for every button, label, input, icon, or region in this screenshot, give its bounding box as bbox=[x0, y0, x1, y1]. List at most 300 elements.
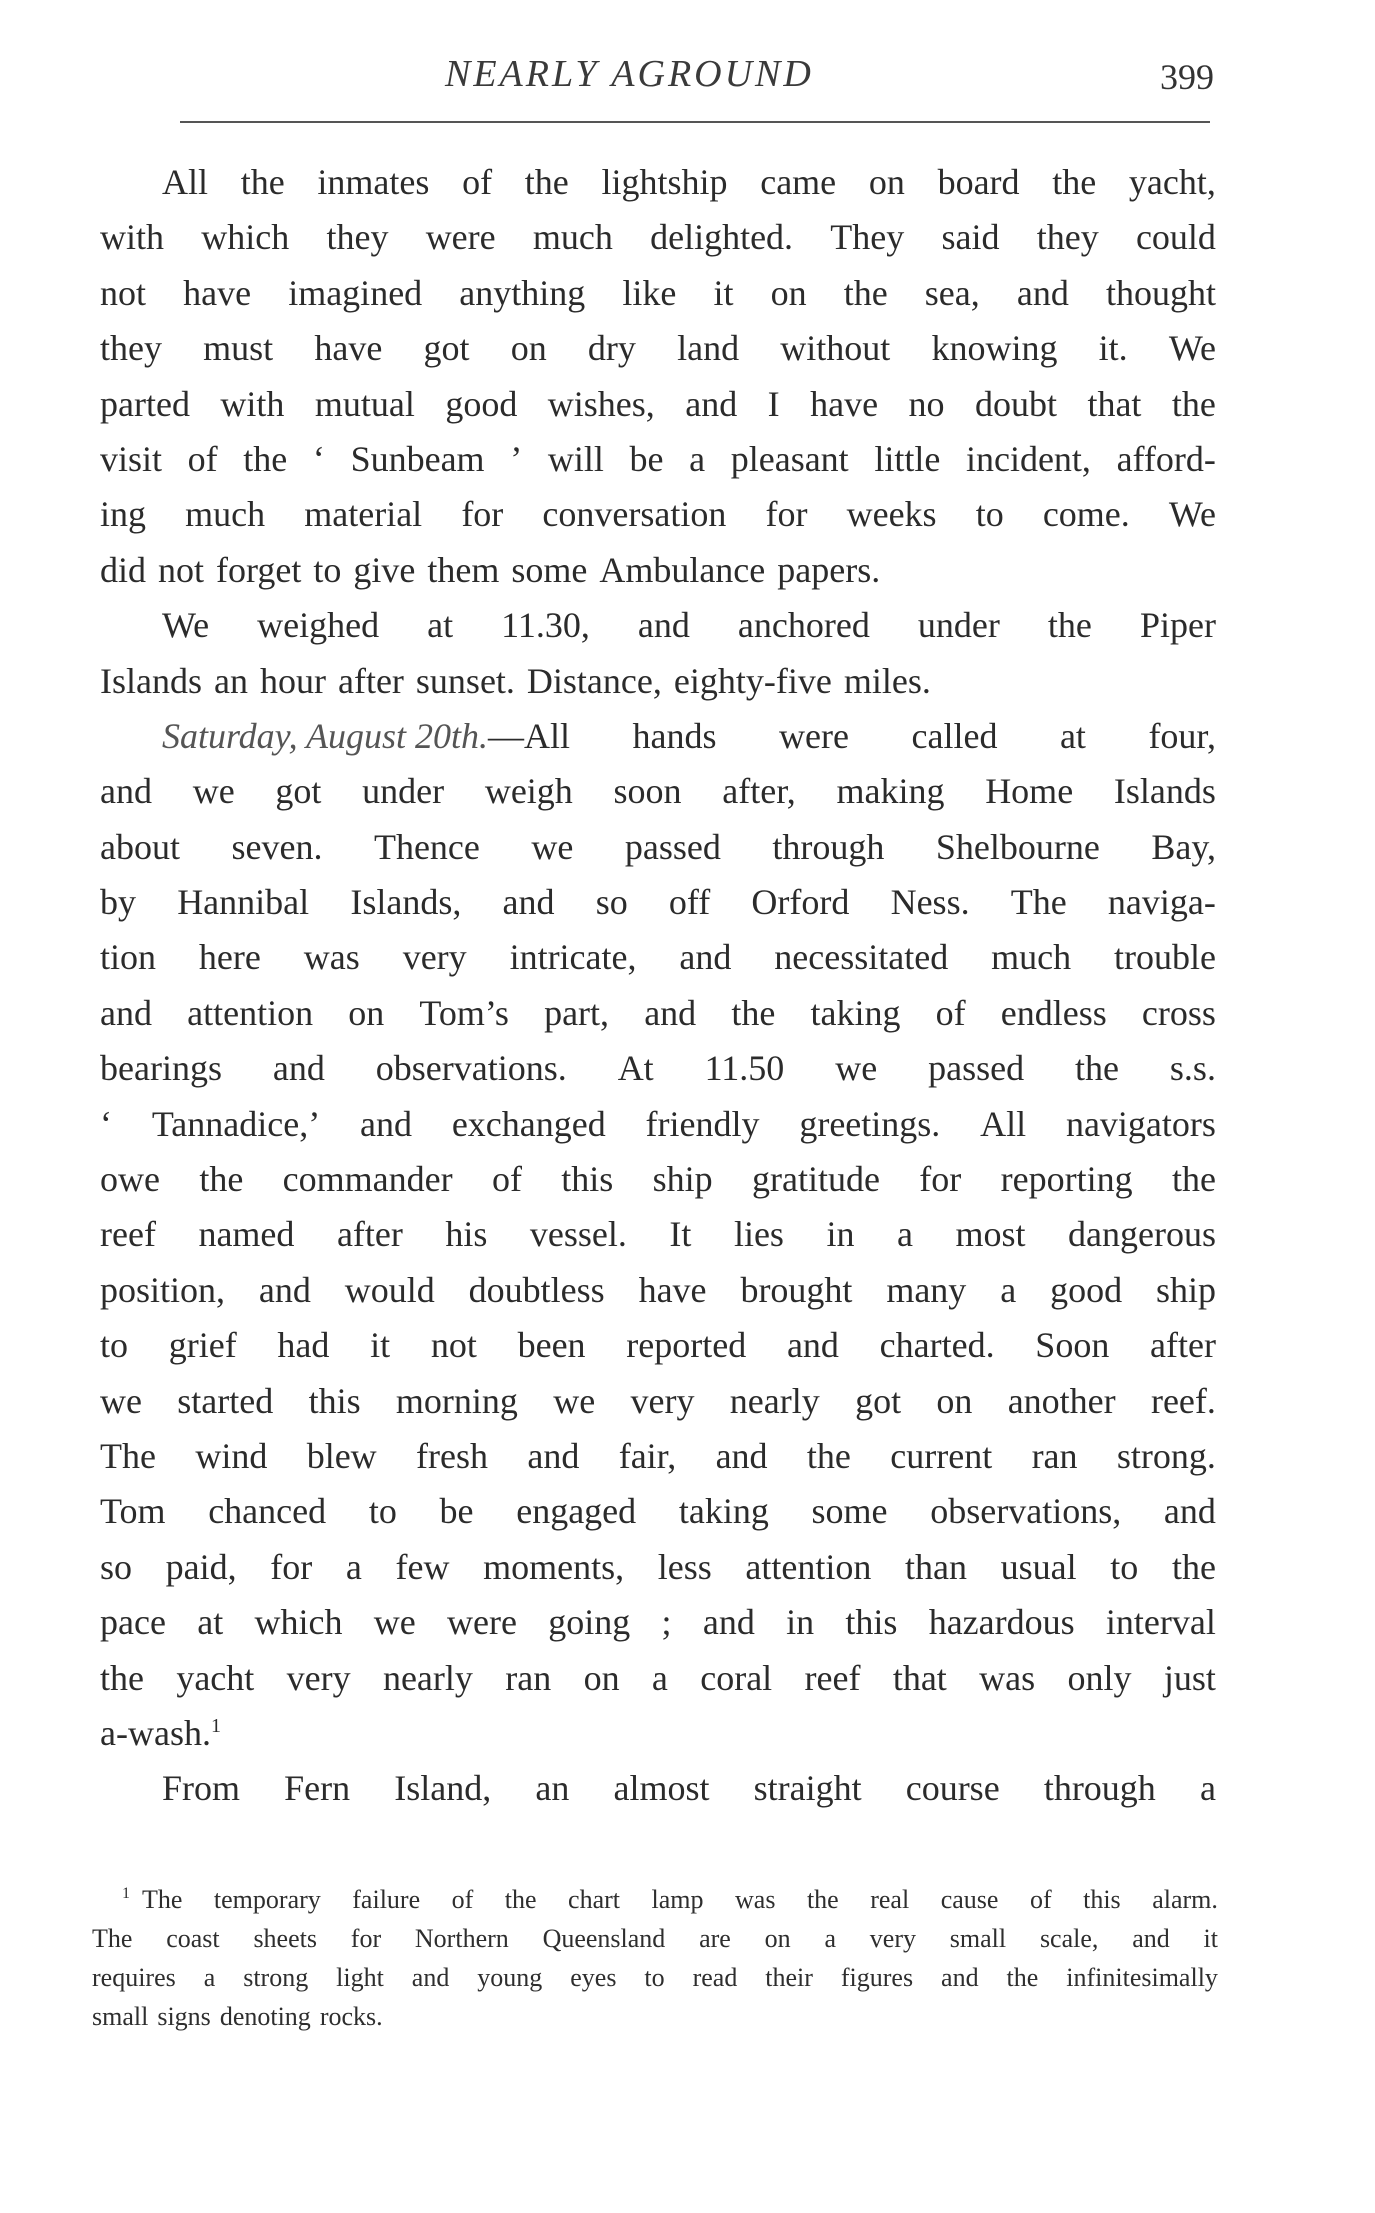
word: have bbox=[314, 328, 383, 369]
word: that bbox=[1087, 383, 1142, 424]
word: parted bbox=[100, 383, 190, 424]
word: we bbox=[192, 771, 235, 812]
word: ‘ bbox=[100, 1103, 112, 1144]
footnote-marker: 1 bbox=[122, 1885, 130, 1903]
text-line bbox=[100, 764, 1216, 819]
text-line bbox=[100, 1429, 1216, 1484]
word: ship bbox=[1155, 1269, 1216, 1310]
text-line bbox=[100, 1484, 1216, 1539]
word: exchanged bbox=[451, 1103, 606, 1144]
word: making bbox=[836, 771, 945, 812]
word: We bbox=[1168, 328, 1216, 369]
word: their bbox=[765, 1963, 813, 1992]
word: through bbox=[772, 826, 885, 867]
word: an bbox=[214, 660, 248, 701]
word: trouble bbox=[1114, 937, 1216, 978]
word: reef bbox=[804, 1657, 861, 1698]
word: in bbox=[826, 1214, 855, 1255]
word: been bbox=[517, 1325, 586, 1366]
word: The bbox=[1010, 882, 1067, 923]
word: weigh bbox=[484, 771, 573, 812]
word: interval bbox=[1105, 1602, 1216, 1643]
word: The bbox=[92, 1924, 133, 1953]
word: doubtless bbox=[468, 1269, 605, 1310]
word: four, bbox=[1148, 715, 1216, 756]
header-rule bbox=[180, 121, 1210, 123]
word: and bbox=[702, 1602, 755, 1643]
word: imagined bbox=[288, 272, 423, 313]
word: after bbox=[337, 660, 404, 701]
word: reporting bbox=[1000, 1159, 1133, 1200]
word: blew bbox=[306, 1435, 377, 1476]
word: came bbox=[760, 162, 837, 202]
word: sea, bbox=[924, 272, 980, 313]
text-line bbox=[100, 1374, 1216, 1429]
word: come. bbox=[1042, 494, 1130, 535]
word: almost bbox=[613, 1768, 710, 1809]
word: small bbox=[949, 1924, 1007, 1953]
word: doubt bbox=[974, 383, 1057, 424]
word: for bbox=[270, 1546, 313, 1587]
word: we bbox=[553, 1380, 596, 1421]
word: started bbox=[177, 1380, 274, 1421]
word: board bbox=[937, 162, 1020, 202]
word: tion bbox=[100, 937, 157, 978]
word: infinitesimally bbox=[1066, 1963, 1218, 1992]
word: did bbox=[100, 549, 147, 590]
word: at bbox=[427, 605, 454, 646]
word: endless bbox=[1000, 992, 1107, 1033]
word: knowing bbox=[931, 328, 1058, 369]
word: little bbox=[874, 438, 941, 479]
word: of bbox=[462, 162, 493, 202]
word: real bbox=[870, 1885, 910, 1914]
word: the bbox=[1171, 1546, 1216, 1587]
word: It bbox=[669, 1214, 692, 1255]
word: will bbox=[547, 438, 604, 479]
word: in bbox=[786, 1602, 815, 1643]
word: the bbox=[806, 1435, 851, 1476]
text-line bbox=[100, 1318, 1216, 1373]
text-line bbox=[100, 598, 1216, 653]
word: have bbox=[183, 272, 252, 313]
word: for bbox=[350, 1924, 382, 1953]
word: necessitated bbox=[774, 937, 949, 978]
word: got bbox=[855, 1380, 902, 1421]
text-line-with-footnote-ref bbox=[100, 1706, 1216, 1761]
word: on bbox=[764, 1924, 791, 1953]
word: afford- bbox=[1116, 438, 1216, 479]
word: conversation bbox=[542, 494, 727, 535]
word: with bbox=[220, 383, 285, 424]
word: after, bbox=[722, 771, 796, 812]
word: this bbox=[1083, 1885, 1121, 1914]
word: the bbox=[731, 992, 776, 1033]
word: much bbox=[532, 217, 613, 258]
word: light bbox=[336, 1963, 384, 1992]
word: hands bbox=[632, 715, 717, 756]
word: friendly bbox=[645, 1103, 760, 1144]
word: nearly bbox=[382, 1657, 473, 1698]
text-line bbox=[100, 1761, 1216, 1816]
word: scale, bbox=[1039, 1924, 1099, 1953]
footnote bbox=[92, 1880, 1218, 2036]
word: Piper bbox=[1139, 605, 1216, 646]
word: 11.30, bbox=[501, 605, 590, 646]
word: and bbox=[100, 771, 152, 812]
word: a bbox=[1000, 1269, 1017, 1310]
word: charted. bbox=[879, 1325, 995, 1366]
word: Queensland bbox=[542, 1924, 666, 1953]
word: without bbox=[780, 328, 891, 369]
word: gratitude bbox=[752, 1159, 880, 1200]
word: The bbox=[100, 1435, 156, 1476]
text-line bbox=[100, 432, 1216, 487]
word: it bbox=[713, 272, 734, 313]
word: and bbox=[272, 1048, 325, 1089]
date-heading-wrap: Saturday, August 20th.—All bbox=[162, 715, 571, 756]
word: it bbox=[370, 1325, 391, 1366]
word: was bbox=[979, 1657, 1036, 1698]
word: yacht, bbox=[1128, 162, 1216, 202]
word: have bbox=[810, 383, 879, 424]
word: the bbox=[240, 162, 285, 202]
word: and bbox=[1016, 272, 1069, 313]
word: to bbox=[975, 494, 1004, 535]
word: mutual bbox=[314, 383, 415, 424]
word: morning bbox=[395, 1380, 518, 1421]
running-title: NEARLY AGROUND bbox=[445, 53, 814, 95]
text-line bbox=[100, 1207, 1216, 1262]
word: requires bbox=[92, 1963, 176, 1992]
word: Soon bbox=[1035, 1325, 1110, 1366]
word: strong bbox=[243, 1963, 309, 1992]
word: so bbox=[595, 882, 628, 923]
word: material bbox=[304, 494, 423, 535]
word: thought bbox=[1105, 272, 1216, 313]
word: Distance, bbox=[526, 660, 662, 701]
word: through bbox=[1043, 1768, 1156, 1809]
word: Orford bbox=[751, 882, 850, 923]
word: not bbox=[158, 549, 205, 590]
word: named bbox=[198, 1214, 295, 1255]
word: another bbox=[1007, 1380, 1116, 1421]
word: by bbox=[100, 882, 136, 923]
word: the bbox=[524, 162, 569, 202]
running-head bbox=[0, 52, 1375, 102]
word: Shelbourne bbox=[935, 826, 1100, 867]
word: to bbox=[644, 1963, 665, 1992]
word: just bbox=[1163, 1657, 1216, 1698]
word: and bbox=[360, 1103, 412, 1144]
text-line bbox=[100, 377, 1216, 432]
word: very bbox=[630, 1380, 695, 1421]
word: a bbox=[896, 1214, 913, 1255]
text-line bbox=[100, 875, 1216, 930]
text-line bbox=[100, 820, 1216, 875]
text-line bbox=[100, 487, 1216, 542]
word: $^1$ The bbox=[122, 1885, 183, 1914]
word: ‘ bbox=[312, 438, 325, 479]
word: the bbox=[100, 1657, 144, 1698]
word: on bbox=[583, 1657, 620, 1698]
word: give bbox=[353, 549, 416, 590]
word: the bbox=[1052, 162, 1097, 202]
word: and bbox=[685, 383, 738, 424]
word: this bbox=[845, 1602, 898, 1643]
word: course bbox=[905, 1768, 1000, 1809]
text-line bbox=[100, 986, 1216, 1041]
word: wind bbox=[195, 1435, 268, 1476]
word: coral bbox=[700, 1657, 773, 1698]
word: good bbox=[1050, 1269, 1123, 1310]
word: cause bbox=[940, 1885, 999, 1914]
text-line bbox=[100, 1651, 1216, 1706]
word: many bbox=[886, 1269, 967, 1310]
word: rocks. bbox=[319, 2002, 383, 2031]
word: were bbox=[447, 1602, 517, 1643]
word: so bbox=[100, 1546, 133, 1587]
word: taking bbox=[678, 1491, 769, 1532]
word: the bbox=[843, 272, 888, 313]
word: most bbox=[955, 1214, 1026, 1255]
word: them bbox=[427, 549, 500, 590]
word: position, bbox=[100, 1269, 226, 1310]
word: small bbox=[92, 2002, 149, 2031]
word: we bbox=[835, 1048, 878, 1089]
word: have bbox=[638, 1269, 707, 1310]
word: and bbox=[941, 1963, 979, 1992]
word: some bbox=[811, 1491, 888, 1532]
word: All bbox=[162, 162, 209, 202]
word: anchored bbox=[737, 605, 870, 646]
word: miles. bbox=[843, 660, 931, 701]
word: weeks bbox=[846, 494, 937, 535]
word: pleasant bbox=[730, 438, 849, 479]
word: ship bbox=[652, 1159, 713, 1200]
footnote-line bbox=[92, 1958, 1218, 1997]
word: and bbox=[527, 1435, 580, 1476]
word: were bbox=[779, 715, 849, 756]
word: moments, bbox=[483, 1546, 625, 1587]
word: papers. bbox=[777, 549, 881, 590]
word: we bbox=[100, 1380, 142, 1421]
text-line bbox=[100, 930, 1216, 985]
word: chart bbox=[568, 1885, 621, 1914]
word: few bbox=[395, 1546, 450, 1587]
word: than bbox=[905, 1546, 968, 1587]
word: of bbox=[1029, 1885, 1052, 1914]
word: yacht bbox=[176, 1657, 255, 1698]
word: that bbox=[892, 1657, 947, 1698]
word: figures bbox=[840, 1963, 914, 1992]
word: attention bbox=[745, 1546, 872, 1587]
footnote-line bbox=[92, 1880, 1218, 1919]
word: fair, bbox=[618, 1435, 677, 1476]
word: they bbox=[100, 328, 162, 369]
word: to bbox=[368, 1491, 397, 1532]
word: soon bbox=[613, 771, 682, 812]
date-heading: Saturday, August 20th. bbox=[162, 715, 489, 756]
word: this bbox=[561, 1159, 614, 1200]
word: a-wash.$^1$ bbox=[100, 1712, 221, 1753]
word: and bbox=[637, 605, 690, 646]
word: bearings bbox=[100, 1048, 222, 1089]
word: be bbox=[439, 1491, 474, 1532]
word: like bbox=[622, 272, 677, 313]
word: Tom’s bbox=[419, 992, 509, 1033]
word: nearly bbox=[729, 1380, 820, 1421]
word: greetings. bbox=[799, 1103, 941, 1144]
word: only bbox=[1067, 1657, 1132, 1698]
word: naviga- bbox=[1107, 882, 1216, 923]
word: under bbox=[917, 605, 1000, 646]
word: of bbox=[491, 1159, 522, 1200]
word: at bbox=[1059, 715, 1086, 756]
word: which bbox=[201, 217, 290, 258]
word: and bbox=[411, 1963, 450, 1992]
text-line bbox=[100, 155, 1216, 210]
word: Islands, bbox=[350, 882, 462, 923]
word: intricate, bbox=[509, 937, 637, 978]
word: to bbox=[1110, 1546, 1139, 1587]
word: and bbox=[100, 992, 152, 1033]
word: incident, bbox=[965, 438, 1091, 479]
text-line bbox=[100, 543, 1216, 598]
word: and bbox=[679, 937, 732, 978]
word: called bbox=[911, 715, 998, 756]
word: navigators bbox=[1065, 1103, 1216, 1144]
word: and bbox=[644, 992, 697, 1033]
word: it. bbox=[1098, 328, 1128, 369]
text-line bbox=[100, 1097, 1216, 1152]
word: Sunbeam bbox=[350, 438, 485, 479]
word: vessel. bbox=[529, 1214, 627, 1255]
word: the bbox=[1006, 1963, 1039, 1992]
word: taking bbox=[810, 992, 901, 1033]
word: All bbox=[980, 1103, 1027, 1144]
word: could bbox=[1135, 217, 1216, 258]
word: seven. bbox=[231, 826, 323, 867]
word: very bbox=[286, 1657, 351, 1698]
text-line bbox=[100, 654, 1216, 709]
body-text bbox=[100, 155, 1216, 1817]
word: pace bbox=[100, 1602, 166, 1643]
word: much bbox=[991, 937, 1072, 978]
word: got bbox=[423, 328, 470, 369]
word: a bbox=[203, 1963, 216, 1992]
word: was bbox=[735, 1885, 776, 1914]
word: Fern bbox=[284, 1768, 351, 1809]
word: on bbox=[510, 328, 547, 369]
word: reported bbox=[626, 1325, 747, 1366]
word: not bbox=[430, 1325, 477, 1366]
word: fresh bbox=[416, 1435, 488, 1476]
word: and bbox=[258, 1269, 311, 1310]
word: the bbox=[243, 438, 288, 479]
word: dry bbox=[587, 328, 636, 369]
word: at bbox=[197, 1602, 224, 1643]
word: Bay, bbox=[1151, 826, 1216, 867]
word: Ness. bbox=[890, 882, 970, 923]
word: land bbox=[677, 328, 740, 369]
word: very bbox=[869, 1924, 916, 1953]
word: no bbox=[908, 383, 945, 424]
word: Home bbox=[985, 771, 1074, 812]
word: paid, bbox=[165, 1546, 237, 1587]
word: read bbox=[692, 1963, 738, 1992]
word: of bbox=[451, 1885, 474, 1914]
word: current bbox=[890, 1435, 993, 1476]
word: Tannadice,’ bbox=[151, 1103, 321, 1144]
word: the bbox=[1171, 383, 1216, 424]
word: which bbox=[254, 1602, 343, 1643]
word: passed bbox=[928, 1048, 1025, 1089]
word: weighed bbox=[257, 605, 380, 646]
word: on bbox=[770, 272, 807, 313]
word: a bbox=[689, 438, 706, 479]
word: would bbox=[344, 1269, 435, 1310]
word: they bbox=[326, 217, 389, 258]
text-line bbox=[100, 266, 1216, 321]
word: and bbox=[786, 1325, 839, 1366]
word: after bbox=[1150, 1325, 1216, 1366]
text-line bbox=[100, 1263, 1216, 1318]
word: sunset. bbox=[415, 660, 515, 701]
word: an bbox=[535, 1768, 570, 1809]
word: were bbox=[425, 217, 496, 258]
word: be bbox=[629, 438, 664, 479]
word: usual bbox=[1000, 1546, 1077, 1587]
word: They bbox=[830, 217, 905, 258]
word: after bbox=[336, 1214, 403, 1255]
word: on bbox=[936, 1380, 973, 1421]
word: good bbox=[445, 383, 518, 424]
word: At bbox=[617, 1048, 654, 1089]
word: We bbox=[1168, 494, 1216, 535]
date-heading-line bbox=[100, 709, 1216, 764]
word: sheets bbox=[253, 1924, 317, 1953]
word: reef bbox=[100, 1214, 156, 1255]
word: From bbox=[162, 1768, 241, 1809]
text-line bbox=[100, 1540, 1216, 1595]
word: forget bbox=[216, 549, 302, 590]
word: attention bbox=[187, 992, 314, 1033]
text-line bbox=[100, 1595, 1216, 1650]
word: commander bbox=[282, 1159, 453, 1200]
word: alarm. bbox=[1152, 1885, 1218, 1914]
word: Thence bbox=[373, 826, 480, 867]
word: passed bbox=[624, 826, 721, 867]
word: failure bbox=[352, 1885, 421, 1914]
word: got bbox=[275, 771, 322, 812]
word: with bbox=[100, 217, 165, 258]
word: less bbox=[657, 1546, 712, 1587]
word: much bbox=[185, 494, 266, 535]
word: for bbox=[461, 494, 504, 535]
word: brought bbox=[740, 1269, 853, 1310]
word: was bbox=[303, 937, 360, 978]
word: for bbox=[919, 1159, 962, 1200]
word: delighted. bbox=[650, 217, 794, 258]
word: young bbox=[477, 1963, 543, 1992]
word: and bbox=[1132, 1924, 1170, 1953]
word: inmates bbox=[317, 162, 430, 202]
word: and bbox=[1163, 1491, 1216, 1532]
page-number: 399 bbox=[1160, 57, 1214, 97]
word: temporary bbox=[213, 1885, 321, 1914]
word: a bbox=[1199, 1768, 1216, 1809]
